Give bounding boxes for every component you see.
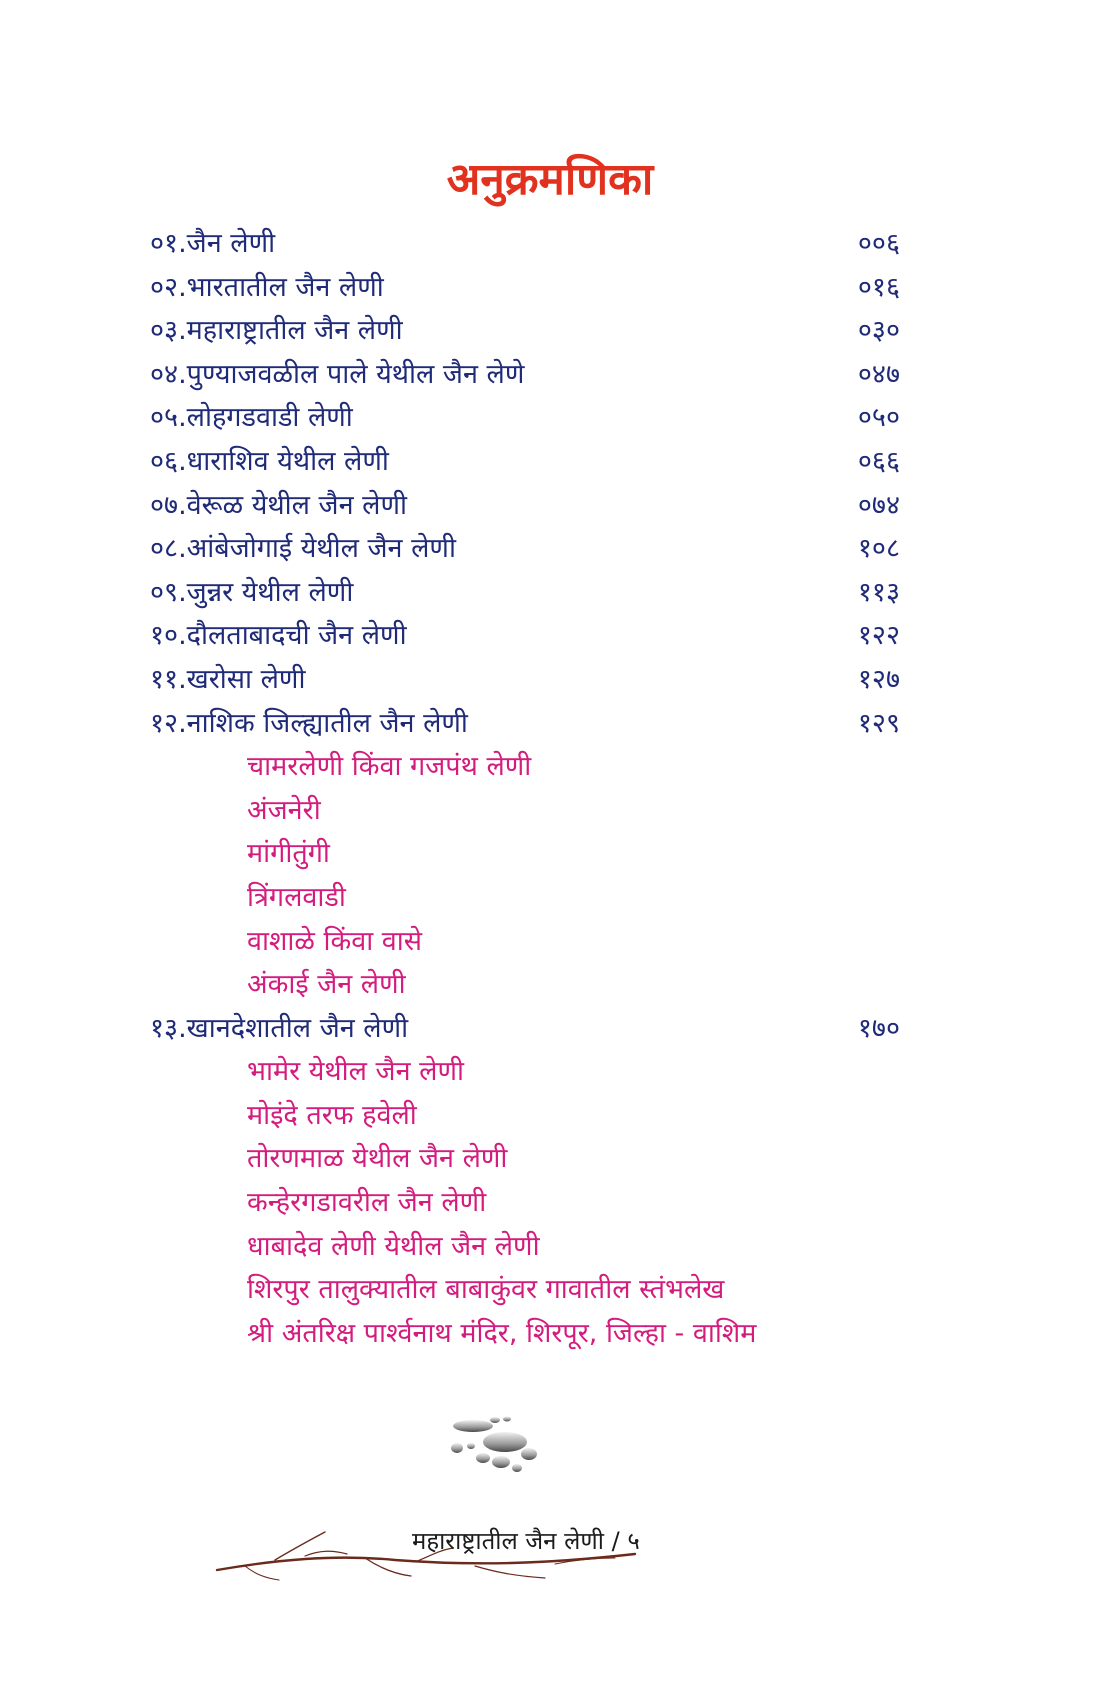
toc-entry-label: ०४.पुण्याजवळील पाले येथील जैन लेणे [150, 358, 525, 390]
toc-subentry [150, 789, 900, 833]
toc-subentry-label: तोरणमाळ येथील जैन लेणी [247, 1143, 508, 1175]
toc-entry [150, 527, 900, 571]
toc-page-number: ००६ [857, 228, 900, 259]
toc-page-number: ०६६ [857, 445, 900, 477]
toc-entry [150, 353, 900, 397]
page-title: अनुक्रमणिका [446, 154, 654, 205]
toc-entry [150, 396, 900, 440]
toc-entry [150, 309, 900, 353]
toc-subentry-label: श्री अंतरिक्ष पार्श्वनाथ मंदिर, शिरपूर, जिल्हा - वाशिम [247, 1317, 757, 1349]
toc-entry-label: ०५.लोहगडवाडी लेणी [150, 402, 353, 434]
toc-subentry [150, 1137, 900, 1181]
toc-subentry-label: अंकाई जैन लेणी [247, 969, 406, 1001]
footer-page-label: महाराष्ट्रातील जैन लेणी / ५ [412, 1527, 640, 1555]
toc-page-number: ०३० [857, 315, 900, 347]
toc-entry-label: ०७.वेरूळ येथील जैन लेणी [150, 489, 407, 521]
toc-page-number: ०१६ [857, 271, 900, 303]
toc-subentry-label: कन्हेरगडावरील जैन लेणी [247, 1187, 487, 1219]
toc-subentry-label: भामेर येथील जैन लेणी [247, 1056, 464, 1088]
toc-subentry-label: धाबादेव लेणी येथील जैन लेणी [247, 1230, 540, 1262]
toc-subentry [150, 1225, 900, 1269]
toc-entry-label: ०२.भारतातील जैन लेणी [150, 271, 384, 303]
toc-entry [150, 484, 900, 528]
toc-entry [150, 266, 900, 310]
toc-page-number: ०५० [857, 402, 900, 434]
stones-ornament-icon [445, 1410, 555, 1478]
toc-page-number: १२२ [857, 620, 900, 652]
toc-entry-label: ०६.धाराशिव येथील लेणी [150, 445, 389, 477]
toc-subentry-label: अंजनेरी [247, 794, 321, 826]
toc-subentry-label: शिरपुर तालुक्यातील बाबाकुंवर गावातील स्तंभलेख [247, 1274, 725, 1306]
toc-subentry [150, 745, 900, 789]
toc-entry-label: ०३.महाराष्ट्रातील जैन लेणी [150, 315, 403, 347]
toc-entry [150, 440, 900, 484]
toc-entry-label: १२.नाशिक जिल्ह्यातील जैन लेणी [150, 707, 468, 739]
toc-entry-label: ०९.जुन्नर येथील लेणी [150, 576, 354, 608]
toc-subentry [150, 1268, 900, 1312]
toc-entry [150, 702, 900, 746]
toc-subentry [150, 1094, 900, 1138]
page-footer [215, 1520, 695, 1590]
toc-entry-label: ०१.जैन लेणी [150, 228, 276, 259]
toc-entry [150, 222, 900, 266]
toc-subentry-label: मांगीतुंगी [247, 838, 330, 870]
toc-subentry-label: मोइंदे तरफ हवेली [247, 1099, 417, 1131]
toc-subentry [150, 876, 900, 920]
toc-subentry [150, 1050, 900, 1094]
toc-entry-label: ०८.आंबेजोगाई येथील जैन लेणी [150, 533, 456, 565]
table-of-contents [150, 222, 900, 1355]
toc-entry-label: १०.दौलताबादची जैन लेणी [150, 620, 407, 652]
toc-subentry-label: त्रिंगलवाडी [247, 881, 346, 913]
toc-entry-label: १३.खानदेशातील जैन लेणी [150, 1012, 409, 1044]
toc-subentry-label: वाशाळे किंवा वासे [247, 925, 423, 957]
toc-page-number: ०४७ [857, 358, 900, 390]
toc-page-number: १०८ [857, 533, 900, 565]
toc-subentry-label: चामरलेणी किंवा गजपंथ लेणी [247, 751, 532, 783]
toc-entry [150, 614, 900, 658]
toc-entry-label: ११.खरोसा लेणी [150, 663, 306, 695]
toc-subentry [150, 832, 900, 876]
toc-entry [150, 658, 900, 702]
toc-page-number: ११३ [857, 576, 900, 608]
toc-subentry [150, 920, 900, 964]
toc-subentry [150, 963, 900, 1007]
toc-entry [150, 571, 900, 615]
toc-entry [150, 1007, 900, 1051]
toc-page-number: ०७४ [857, 489, 900, 521]
toc-page-number: १७० [857, 1012, 900, 1044]
toc-subentry [150, 1312, 900, 1356]
toc-page-number: १२९ [857, 707, 900, 739]
toc-subentry [150, 1181, 900, 1225]
toc-page-number: १२७ [857, 663, 900, 695]
